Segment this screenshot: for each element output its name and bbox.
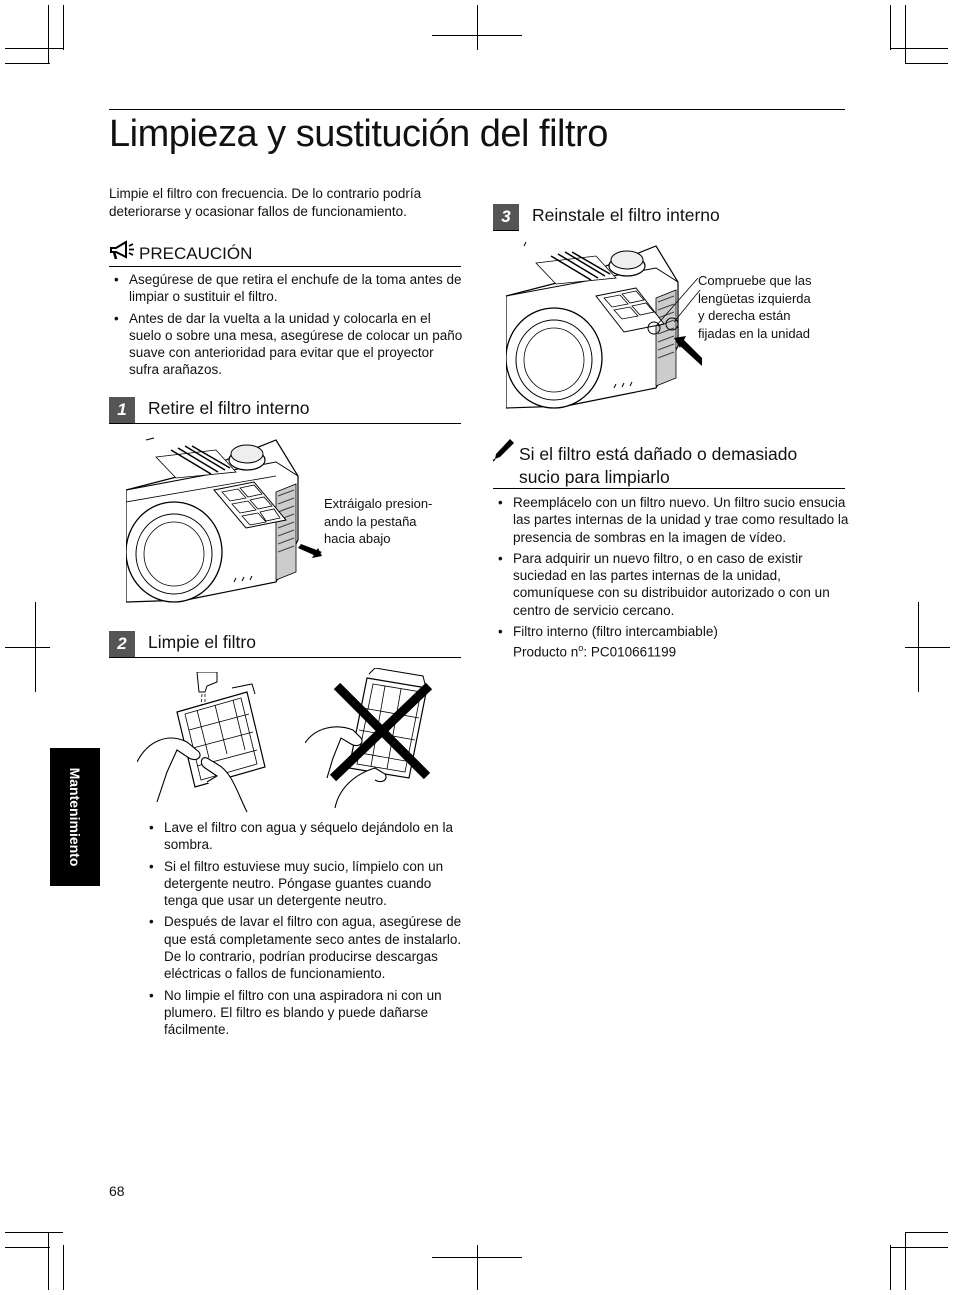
page-title: Limpieza y sustitución del filtro <box>109 113 608 155</box>
title-rule <box>109 109 845 110</box>
wash-filter-illustration <box>137 672 267 812</box>
no-vacuum-illustration <box>305 668 435 813</box>
list-item-product: • Filtro interno (filtro intercambiable) Producto $n^o$: PC010661199 <box>493 623 853 661</box>
memo-label: Si el filtro está dañado o demasiado sucio para limpiarlo <box>519 444 798 487</box>
caution-label: PRECAUCIÓN <box>139 244 253 263</box>
step-1-heading <box>109 397 461 423</box>
projector-reinstall-filter-illustration <box>506 238 702 410</box>
list-item: • Lave el filtro con agua y séquelo dejándolo en la sombra. <box>144 819 466 854</box>
step-label: Limpie el filtro <box>148 632 256 652</box>
step-rule <box>109 657 461 658</box>
step-number: 1 <box>109 397 135 423</box>
list-item: • No limpie el filtro con una aspiradora ni con un plumero. El filtro es blando y puede dañarse fácilmente. <box>144 987 466 1039</box>
step-3-callout: Compruebe que las lengüetas izquierda y derecha están fijadas en la unidad <box>698 273 812 341</box>
list-item: • Reemplácelo con un filtro nuevo. Un filtro sucio ensucia las partes internas de la unidad y trae como resultado la presencia de sombras en la imagen de vídeo. <box>493 494 853 546</box>
projector-remove-filter-illustration <box>126 432 322 604</box>
pencil-icon <box>493 438 515 462</box>
list-item: • Si el filtro estuviese muy sucio, límpielo con un detergente neutro. Póngase guantes cuando tenga que usar un detergente neutro. <box>144 858 466 910</box>
step-label: Reinstale el filtro interno <box>532 205 720 225</box>
caution-heading <box>109 239 461 267</box>
megaphone-icon <box>109 239 135 261</box>
caution-list <box>109 271 464 383</box>
memo-heading <box>493 438 845 489</box>
step-number: 2 <box>109 631 135 657</box>
step-1-callout: Extráigalo presion- ando la pestaña hacia abajo <box>324 496 433 546</box>
step-3-heading <box>493 204 845 230</box>
list-item: • Antes de dar la vuelta a la unidad y colocarla en el suelo o sobre una mesa, asegúrese de colocar un paño suave con anterioridad para evitar que el proyector sufra arañazos. <box>109 310 464 379</box>
page-number: 68 <box>109 1183 125 1199</box>
step-2-heading <box>109 631 461 657</box>
memo-list <box>493 494 853 665</box>
list-item: • Para adquirir un nuevo filtro, o en caso de existir suciedad en las partes internas de la unidad, comuníquese con su distribuidor autorizado o con un centro de servicio cercano. <box>493 550 853 619</box>
wash-list <box>144 819 466 1043</box>
list-item: • Asegúrese de que retira el enchufe de la toma antes de limpiar o sustituir el filtro. <box>109 271 464 306</box>
step-rule <box>493 230 519 231</box>
step-label: Retire el filtro interno <box>148 398 310 418</box>
side-tab <box>50 748 100 886</box>
side-tab-label: Mantenimiento <box>67 767 83 867</box>
intro-paragraph: Limpie el filtro con frecuencia. De lo contrario podría deteriorarse y ocasionar fallos de funcionamiento. <box>109 186 422 219</box>
list-item: • Después de lavar el filtro con agua, asegúrese de que está completamente seco antes de instalarlo. De lo contrario, podrían producirse descargas eléctricas o fallos de funcionamiento. <box>144 913 466 982</box>
step-rule <box>109 423 461 424</box>
step-number: 3 <box>493 204 519 230</box>
